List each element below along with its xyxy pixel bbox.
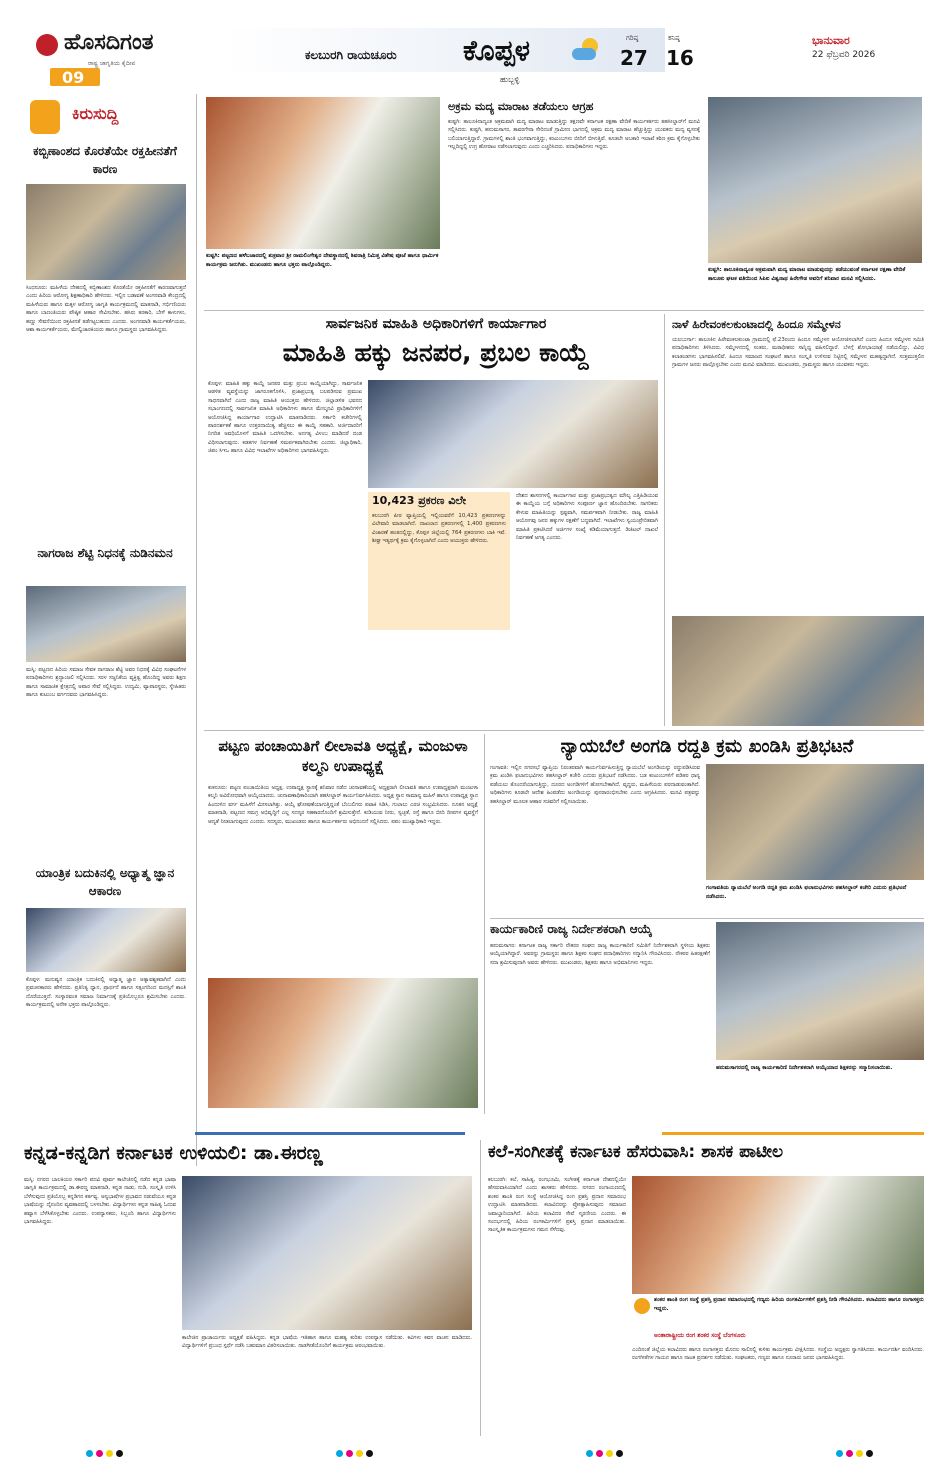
culture-credit: ಅಂತಾರಾಷ್ಟ್ರೀಯ ರಂಗ ಶಂಕರ ಸಂಸ್ಥೆ ಬೆಂಗಳೂರು xyxy=(654,1332,746,1339)
edition-name: ಹುಬ್ಬಳ್ಳಿ xyxy=(500,75,520,84)
director-caption: ಹನುಮಸಾಗರದಲ್ಲಿ ರಾಜ್ಯ ಕಾರ್ಯಕಾರಿಣಿ ನಿರ್ದೇಶಕರಾಗಿ ಆಯ್ಕೆಯಾದ ಶಿಕ್ಷಕರನ್ನು ಸನ್ಮಾನಿಸಲಾಯಿತು. xyxy=(716,1065,893,1071)
liquor-story-body: ಕುಷ್ಟಗಿ: ತಾಲೂಕಿನಾದ್ಯಂತ ಅಕ್ರಮವಾಗಿ ಮದ್ಯ ಮಾರಾಟ ಮಾಡುತ್ತಿದ್ದು ತಕ್ಷಣವೇ ಕರ್ನಾಟಕ ರಕ್ಷಣಾ ವೇದಿಕೆ ಕಾರ್ಯಕರ್ತರು ತಹಸೀಲ್ದಾರ್‌ಗೆ ಮನವಿ ಸಲ್ಲಿಸಿದರು. ಕುಷ್ಟಗಿ, ಹನುಮಸಾಗರ, ತಾವರಗೇರಾ ಸೇರಿದಂತೆ ಗ್ರಾಮೀಣ ಭಾಗದಲ್ಲಿ ಅಕ್ರಮ ಮದ್ಯ ಮಾರಾಟ ಹೆಚ್ಚುತ್ತಿದ್ದು ಯುವಕರು ಮದ್ಯ ವ್ಯಸನಕ್ಕೆ ಬಲಿಯಾಗುತ್ತಿದ್ದಾರೆ. ಗ್ರಾಮಗಳಲ್ಲಿ ಶಾಂತಿ ಭಂಗವಾಗುತ್ತಿದ್ದು, ಕುಟುಂಬಗಳು ಬೀದಿಗೆ ಬೀಳುತ್ತಿವೆ. ಕೂಡಲೇ ಅಬಕಾರಿ ಇಲಾಖೆ ಕಠಿಣ ಕ್ರಮ ಕೈಗೊಳ್ಳಬೇಕು ಇಲ್ಲದಿದ್ದಲ್ಲಿ ಉಗ್ರ ಹೋರಾಟ ನಡೆಸಲಾಗುವುದು ಎಂದು ಎಚ್ಚರಿಸಿದರು. ಪದಾಧಿಕಾರಿಗಳು ಇದ್ದರು. xyxy=(448,119,700,151)
sidebar-briefs xyxy=(22,94,190,1166)
kannada-event-photo xyxy=(182,1176,472,1330)
brief-1-photo xyxy=(26,184,186,280)
min-temp: 16 xyxy=(666,46,694,70)
region-names: ಕಲಬುರಗಿ ರಾಯಚೂರು xyxy=(305,48,397,62)
brief-3-body: ಕೊಪ್ಪಳ: ಮನುಷ್ಯನ ಯಾಂತ್ರಿಕ ಬದುಕಿನಲ್ಲಿ ಅಧ್ಯಾತ್ಮ ಜ್ಞಾನ ಅತ್ಯಾವಶ್ಯಕವಾಗಿದೆ ಎಂದು ಪ್ರವಚನಕಾರರು ಹೇಳಿದರು. ಪ್ರತಿನಿತ್ಯ ಧ್ಯಾನ, ಪ್ರಾರ್ಥನೆ ಹಾಗೂ ಸತ್ಸಂಗದಿಂದ ಮನಸ್ಸಿಗೆ ಶಾಂತಿ ದೊರೆಯುತ್ತದೆ. ಸಂಸ್ಕಾರವಂತ ಸಮಾಜ ನಿರ್ಮಾಣಕ್ಕೆ ಪ್ರತಿಯೊಬ್ಬರೂ ಶ್ರಮಿಸಬೇಕು ಎಂದರು. ಕಾರ್ಯಕ್ರಮದಲ್ಲಿ ಅನೇಕ ಭಕ್ತರು ಪಾಲ್ಗೊಂಡಿದ್ದರು. xyxy=(26,977,186,1009)
panchayat-photo xyxy=(208,978,478,1108)
hindu-body: ಯಲಬುರ್ಗಾ: ತಾಲೂಕಿನ ಹಿರೇವಂಕಲಕುಂಟಾ ಗ್ರಾಮದಲ್ಲಿ ಫೆ.23ರಂದು ಹಿಂದೂ ಸಮ್ಮೇಳನ ಆಯೋಜಿಸಲಾಗಿದೆ ಎಂದು ಹಿಂದೂ ಸಮ್ಮೇಳನ ಸಮಿತಿ ಪದಾಧಿಕಾರಿಗಳು ತಿಳಿಸಿದರು. ಸಮ್ಮೇಳನದಲ್ಲಿ ಸಂತರು, ಮಠಾಧೀಶರು ಸಾನ್ನಿಧ್ಯ ವಹಿಸಲಿದ್ದಾರೆ. ಬೆಳಗ್ಗೆ ಶೋಭಾಯಾತ್ರೆ ನಡೆಯಲಿದ್ದು, ವಿವಿಧ ಕಲಾತಂಡಗಳು ಭಾಗವಹಿಸಲಿವೆ. ಹಿಂದೂ ಸಮಾಜದ ಸಂಘಟನೆ ಹಾಗೂ ಸಂಸ್ಕೃತಿ ಉಳಿಸುವ ನಿಟ್ಟಿನಲ್ಲಿ ಸಮ್ಮೇಳನ ಮಹತ್ವದ್ದಾಗಿದೆ. ಸುತ್ತಮುತ್ತಲಿನ ಗ್ರಾಮಗಳ ಜನರು ಪಾಲ್ಗೊಳ್ಳಬೇಕು ಎಂದು ಮನವಿ ಮಾಡಿದರು. ಮುಖಂಡರು, ಗ್ರಾಮಸ್ಥರು ಹಾಗೂ ಯುವಕರು ಇದ್ದರು. xyxy=(672,337,924,369)
city-name: ಕೊಪ್ಪಳ xyxy=(463,34,530,67)
logo-block xyxy=(30,28,222,86)
brief-3-photo xyxy=(26,908,186,972)
temple-photo-caption: ಕುಷ್ಟಗಿ: ಪಟ್ಟಣದ ಹಳೆಬಜಾರದಲ್ಲಿ ಶುಕ್ರವಾರ ಶ್ರೀ ರಾಮಲಿಂಗೇಶ್ವರ ದೇವಸ್ಥಾನದಲ್ಲಿ ಶಿವರಾತ್ರಿ ನಿಮಿತ್ತ ವಿಶೇಷ ಪೂಜೆ ಹಾಗೂ ಧಾರ್ಮಿಕ ಕಾರ್ಯಕ್ರಮ ಜರುಗಿತು. ಮುಖಂಡರು ಹಾಗೂ ಭಕ್ತರು ಪಾಲ್ಗೊಂಡಿದ್ದರು. xyxy=(206,253,439,268)
ration-headline: ನ್ಯಾಯಬೆಲೆ ಅಂಗಡಿ ರದ್ದತಿ ಕ್ರಮ ಖಂಡಿಸಿ ಪ್ರತಿಭಟನೆ xyxy=(560,736,854,757)
rti-divider xyxy=(664,314,665,726)
liquor-story-title: ಅಕ್ರಮ ಮದ್ಯ ಮಾರಾಟ ತಡೆಯಲು ಆಗ್ರಹ xyxy=(448,100,594,113)
ration-rule xyxy=(490,918,924,919)
rti-body-2: ದೇಶದ ಶಾಸನಗಳಲ್ಲಿ ಕಾರ್ಯಾಗಾರ ಮತ್ತು ಪ್ರಜಾಪ್ರಭುತ್ವದ ಮೌಲ್ಯ ಎತ್ತಿಹಿಡಿಯುವ ಈ ಕಾಯ್ದೆಯ ಬಗ್ಗೆ ಅಧಿಕಾರಿಗಳು ಸಂಪೂರ್ಣ ಜ್ಞಾನ ಹೊಂದಿರಬೇಕು. ನಾಗರಿಕರು ಕೇಳುವ ಮಾಹಿತಿಯನ್ನು ಸ್ಪಷ್ಟವಾಗಿ, ಸಮರ್ಪಕವಾಗಿ ನೀಡಬೇಕು. ರಾಜ್ಯ ಮಾಹಿತಿ ಆಯೋಗವು ಜನರ ಹಕ್ಕುಗಳ ರಕ್ಷಣೆಗೆ ಬದ್ಧವಾಗಿದೆ. ಇಲಾಖೆಗಳು ಸ್ವಯಂಪ್ರೇರಿತವಾಗಿ ಮಾಹಿತಿ ಪ್ರಕಟಿಸಿದರೆ ಅರ್ಜಿಗಳ ಸಂಖ್ಯೆ ಕಡಿಮೆಯಾಗುತ್ತದೆ. ಡಿಜಿಟಲ್ ದಾಖಲೆ ನಿರ್ವಹಣೆ ಅಗತ್ಯ ಎಂದರು. xyxy=(516,493,658,542)
protest-memo-caption: ಕುಷ್ಟಗಿ: ತಾಲೂಕಿನಾದ್ಯಂತ ಅಕ್ರಮವಾಗಿ ಮದ್ಯ ಮಾರಾಟ ಮಾಡುವುದನ್ನು ತಡೆಯುವಂತೆ ಕರ್ನಾಟಕ ರಕ್ಷಣಾ ವೇದಿಕೆ ತಾಲೂಕು ಘಟಕ ವತಿಯಿಂದ ಸಿಪಿಐ ವಿಶ್ವನಾಥ ಹಿರೇಗೌಡ ಅವರಿಗೆ ಶನಿವಾರ ಮನವಿ ಸಲ್ಲಿಸಿದರು. xyxy=(708,267,906,282)
sidebar-divider xyxy=(196,94,197,1166)
weather-icon xyxy=(572,38,598,64)
panchayat-body: ಕುಕನೂರು: ಪಟ್ಟಣ ಪಂಚಾಯಿತಿಯ ಅಧ್ಯಕ್ಷ, ಉಪಾಧ್ಯಕ್ಷ ಸ್ಥಾನಕ್ಕೆ ಶನಿವಾರ ನಡೆದ ಚುನಾವಣೆಯಲ್ಲಿ ಅಧ್ಯಕ್ಷರಾಗಿ ಲೀಲಾವತಿ ಹಾಗೂ ಉಪಾಧ್ಯಕ್ಷರಾಗಿ ಮಂಜುಳಾ ಕಲ್ಮನಿ ಅವಿರೋಧವಾಗಿ ಆಯ್ಕೆಯಾದರು. ಚುನಾವಣಾಧಿಕಾರಿಯಾಗಿ ತಹಸೀಲ್ದಾರ್ ಕಾರ್ಯನಿರ್ವಹಿಸಿದರು. ಅಧ್ಯಕ್ಷ ಸ್ಥಾನ ಸಾಮಾನ್ಯ ಮಹಿಳೆ ಹಾಗೂ ಉಪಾಧ್ಯಕ್ಷ ಸ್ಥಾನ ಹಿಂದುಳಿದ ವರ್ಗ ಮಹಿಳೆಗೆ ಮೀಸಲಾಗಿತ್ತು. ಆಯ್ಕೆ ಘೋಷಣೆಯಾಗುತ್ತಿದ್ದಂತೆ ಬೆಂಬಲಿಗರು ಪಟಾಕಿ ಸಿಡಿಸಿ, ಗುಲಾಲು ಎರಚಿ ಸಂಭ್ರಮಿಸಿದರು. ನೂತನ ಅಧ್ಯಕ್ಷೆ ಮಾತನಾಡಿ, ಪಟ್ಟಣದ ಸಮಗ್ರ ಅಭಿವೃದ್ಧಿಗೆ ಎಲ್ಲ ಸದಸ್ಯರ ಸಹಕಾರದೊಂದಿಗೆ ಶ್ರಮಿಸುತ್ತೇನೆ. ಕುಡಿಯುವ ನೀರು, ಸ್ವಚ್ಛತೆ, ರಸ್ತೆ ಹಾಗೂ ಬೀದಿ ದೀಪಗಳ ವ್ಯವಸ್ಥೆಗೆ ಆದ್ಯತೆ ನೀಡಲಾಗುವುದು ಎಂದರು. ಸದಸ್ಯರು, ಮುಖಂಡರು ಹಾಗೂ ಕಾರ್ಯಕರ್ತರು ಅಭಿನಂದನೆ ಸಲ್ಲಿಸಿದರು. ಪಪಂ ಮುಖ್ಯಾಧಿಕಾರಿ ಇದ್ದರು. xyxy=(208,785,478,825)
ration-caption: ಗಂಗಾವತಿಯ ನ್ಯಾಯಬೆಲೆ ಅಂಗಡಿ ರದ್ದತಿ ಕ್ರಮ ಖಂಡಿಸಿ ಫಲಾನುಭವಿಗಳು ತಹಸೀಲ್ದಾರ್ ಕಚೇರಿ ಎದುರು ಪ್ರತಿಭಟನೆ ನಡೆಸಿದರು. xyxy=(706,885,907,900)
masthead-band xyxy=(225,28,665,72)
culture-headline: ಕಲೆ-ಸಂಗೀತಕ್ಕೆ ಕರ್ನಾಟಕ ಹೆಸರುವಾಸಿ: ಶಾಸಕ ಪಾಟೀಲ xyxy=(488,1142,783,1162)
registration-dots-4 xyxy=(836,1442,876,1461)
brief-1-title: ಕಬ್ಬಿಣಾಂಶದ ಕೊರತೆಯೇ ರಕ್ತಹೀನತೆಗೆ ಕಾರಣ xyxy=(33,144,177,176)
logo-emblem-icon xyxy=(36,34,58,56)
page-number: 09 xyxy=(62,68,85,87)
kannada-body-2: ಕಾಲೇಜಿನ ಪ್ರಾಚಾರ್ಯರು ಅಧ್ಯಕ್ಷತೆ ವಹಿಸಿದ್ದರು. ಕನ್ನಡ ಭಾಷೆಯ ಇತಿಹಾಸ ಹಾಗೂ ಮಹತ್ವ ಕುರಿತು ಉಪನ್ಯಾಸ ನಡೆಯಿತು. ಕವಿಗಳು ಕವನ ವಾಚನ ಮಾಡಿದರು. ವಿದ್ಯಾರ್ಥಿಗಳಿಗೆ ಪ್ರಬಂಧ ಸ್ಪರ್ಧೆ ನಡೆಸಿ ಬಹುಮಾನ ವಿತರಿಸಲಾಯಿತು. ನಾಡಗೀತೆಯೊಂದಿಗೆ ಕಾರ್ಯಕ್ರಮ ಆರಂಭವಾಯಿತು. xyxy=(182,1335,472,1350)
rti-stat-title: 10,423 ಪ್ರಕರಣ ವಿಲೇ xyxy=(372,494,467,507)
rti-stat-body: ಕಲಬುರಗಿ ಪೀಠ ವ್ಯಾಪ್ತಿಯಲ್ಲಿ ಇಲ್ಲಿಯವರೆಗೆ 10,423 ಪ್ರಕರಣಗಳನ್ನು ವಿಲೇವಾರಿ ಮಾಡಲಾಗಿದೆ. ದಾಖಲಾದ ಪ್ರಕರಣಗಳಲ್ಲಿ 1,400 ಪ್ರಕರಣಗಳು ವಿಚಾರಣೆ ಹಂತದಲ್ಲಿದ್ದು, ಕೊಪ್ಪಳ ಜಿಲ್ಲೆಯಲ್ಲಿ 764 ಪ್ರಕರಣಗಳು ಬಾಕಿ ಇವೆ. ಶೀಘ್ರ ಇತ್ಯರ್ಥಕ್ಕೆ ಕ್ರಮ ಕೈಗೊಳ್ಳಲಾಗಿದೆ ಎಂದು ಆಯುಕ್ತರು ಹೇಳಿದರು. xyxy=(372,513,506,545)
brief-2-body: ಮಸ್ಕಿ: ಪಟ್ಟಣದ ಹಿರಿಯ ಸಮಾಜ ಸೇವಕ ನಾಗರಾಜ ಶೆಟ್ಟಿ ಅವರ ನಿಧನಕ್ಕೆ ವಿವಿಧ ಸಂಘಟನೆಗಳ ಪದಾಧಿಕಾರಿಗಳು ಶ್ರದ್ಧಾಂಜಲಿ ಸಲ್ಲಿಸಿದರು. ಸರಳ ಸಜ್ಜನಿಕೆಯ ವ್ಯಕ್ತಿತ್ವ ಹೊಂದಿದ್ದ ಅವರು ಶಿಕ್ಷಣ ಹಾಗೂ ಸಾಮಾಜಿಕ ಕ್ಷೇತ್ರದಲ್ಲಿ ಅಪಾರ ಸೇವೆ ಸಲ್ಲಿಸಿದ್ದರು. ಉದ್ಯಮಿ, ವ್ಯಾಪಾರಸ್ಥರು, ಸ್ನೇಹಿತರು ಹಾಗೂ ಕುಟುಂಬ ವರ್ಗದವರು ಭಾಗವಹಿಸಿದ್ದರು. xyxy=(26,667,186,699)
rti-workshop-photo xyxy=(368,380,658,488)
ration-body: ಗಂಗಾವತಿ: ಇಲ್ಲಿನ ನಗರಸಭೆ ವ್ಯಾಪ್ತಿಯ ನಿರಂತರವಾಗಿ ಕಾರ್ಯನಿರ್ವಹಿಸುತ್ತಿದ್ದ ನ್ಯಾಯಬೆಲೆ ಅಂಗಡಿಯನ್ನು ರದ್ದುಪಡಿಸಿರುವ ಕ್ರಮ ಖಂಡಿಸಿ ಫಲಾನುಭವಿಗಳು ತಹಸೀಲ್ದಾರ್ ಕಚೇರಿ ಎದುರು ಪ್ರತಿಭಟನೆ ನಡೆಸಿದರು. ಬಡ ಕುಟುಂಬಗಳಿಗೆ ಪಡಿತರ ಧಾನ್ಯ ಪಡೆಯಲು ತೊಂದರೆಯಾಗುತ್ತಿದ್ದು, ದೂರದ ಅಂಗಡಿಗಳಿಗೆ ಹೋಗಬೇಕಾಗಿದೆ. ವೃದ್ಧರು, ಮಹಿಳೆಯರು ಪರದಾಡುವಂತಾಗಿದೆ. ಅಧಿಕಾರಿಗಳು ಕೂಡಲೇ ಆದೇಶ ಹಿಂಪಡೆದು ಅಂಗಡಿಯನ್ನು ಪುನರಾರಂಭಿಸಬೇಕು ಎಂದು ಆಗ್ರಹಿಸಿದರು. ಮನವಿ ಪತ್ರವನ್ನು ತಹಸೀಲ್ದಾರ್ ಮೂಲಕ ಆಹಾರ ಸಚಿವರಿಗೆ ಸಲ್ಲಿಸಲಾಯಿತು. xyxy=(490,765,700,805)
logo-tagline: ರಾಷ್ಟ್ರ ಜಾಗೃತಿಯ ಕೈದೀಪ xyxy=(88,60,136,67)
briefs-brand: ಕಿರುಸುದ್ದಿ xyxy=(72,104,119,123)
brief-2-photo xyxy=(26,586,186,662)
rti-body: ಕೊಪ್ಪಳ: ಮಾಹಿತಿ ಹಕ್ಕು ಕಾಯ್ದೆ ಜನಪರ ಮತ್ತು ಪ್ರಬಲ ಕಾಯ್ದೆಯಾಗಿದ್ದು, ಸಾರ್ವಜನಿಕ ಆಡಳಿತ ವ್ಯವಸ್ಥೆಯನ್ನು ಜಾಗರೂಕಗೊಳಿಸಿ, ಪ್ರಜಾಪ್ರಭುತ್ವ ಬಲಪಡಿಸುವ ಪ್ರಮುಖ ಸಾಧನವಾಗಿದೆ ಎಂದು ರಾಜ್ಯ ಮಾಹಿತಿ ಆಯುಕ್ತರು ಹೇಳಿದರು. ಜಿಲ್ಲಾಡಳಿತ ಭವನದ ಸಭಾಂಗಣದಲ್ಲಿ ಸಾರ್ವಜನಿಕ ಮಾಹಿತಿ ಅಧಿಕಾರಿಗಳು ಹಾಗೂ ಮೇಲ್ಮನವಿ ಪ್ರಾಧಿಕಾರಿಗಳಿಗೆ ಆಯೋಜಿಸಿದ್ದ ಕಾರ್ಯಾಗಾರ ಉದ್ಘಾಟಿಸಿ ಮಾತನಾಡಿದರು. ಸರ್ಕಾರಿ ಕಚೇರಿಗಳಲ್ಲಿ ಪಾರದರ್ಶಕತೆ ಹಾಗೂ ಉತ್ತರದಾಯಿತ್ವ ಹೆಚ್ಚಿಸಲು ಈ ಕಾಯ್ದೆ ಸಹಕಾರಿ. ಅರ್ಜಿದಾರರಿಗೆ ನಿಗದಿತ ಅವಧಿಯೊಳಗೆ ಮಾಹಿತಿ ಒದಗಿಸಬೇಕು. ಅನಗತ್ಯ ವಿಳಂಬ ಮಾಡಿದರೆ ದಂಡ ವಿಧಿಸಲಾಗುವುದು. ಕಡತಗಳ ನಿರ್ವಹಣೆ ಸಮರ್ಪಕವಾಗಿರಬೇಕು ಎಂದರು. ಜಿಲ್ಲಾಧಿಕಾರಿ, ಜಿಪಂ ಸಿಇಒ ಹಾಗೂ ವಿವಿಧ ಇಲಾಖೆಗಳ ಅಧಿಕಾರಿಗಳು ಭಾಗವಹಿಸಿದ್ದರು. xyxy=(208,381,362,455)
issue-date: 22 ಫೆಬ್ರವರಿ 2026 xyxy=(812,50,876,60)
panchayat-divider xyxy=(484,734,485,1114)
mid-row-rule xyxy=(204,730,924,731)
logo-text: ಹೊಸದಿಗಂತ xyxy=(64,30,154,55)
director-body: ಹನುಮಸಾಗರ: ಕರ್ನಾಟಕ ರಾಜ್ಯ ಸರ್ಕಾರಿ ನೌಕರರ ಸಂಘದ ರಾಜ್ಯ ಕಾರ್ಯಕಾರಿಣಿ ಸಮಿತಿಗೆ ನಿರ್ದೇಶಕರಾಗಿ ಸ್ಥಳೀಯ ಶಿಕ್ಷಕರು ಆಯ್ಕೆಯಾಗಿದ್ದಾರೆ. ಅವರನ್ನು ಗ್ರಾಮಸ್ಥರು ಹಾಗೂ ಶಿಕ್ಷಕರ ಸಂಘದ ಪದಾಧಿಕಾರಿಗಳು ಸನ್ಮಾನಿಸಿ ಗೌರವಿಸಿದರು. ನೌಕರರ ಹಿತರಕ್ಷಣೆಗೆ ಸದಾ ಶ್ರಮಿಸುವುದಾಗಿ ಅವರು ಹೇಳಿದರು. ಮುಖಂಡರು, ಶಿಕ್ಷಕರು ಹಾಗೂ ಅಭಿಮಾನಿಗಳು ಇದ್ದರು. xyxy=(490,943,710,966)
issue-day: ಭಾನುವಾರ xyxy=(812,34,850,47)
bottom-rule-left xyxy=(195,1132,465,1135)
min-temp-label: ಕನಿಷ್ಠ xyxy=(668,34,680,42)
director-photo xyxy=(716,922,924,1060)
kannada-body: ಮಸ್ಕಿ: ನಗರದ ಬಾಲಕಿಯರ ಸರ್ಕಾರಿ ಪದವಿ ಪೂರ್ವ ಕಾಲೇಜಿನಲ್ಲಿ ನಡೆದ ಕನ್ನಡ ಭಾಷಾ ಜಾಗೃತಿ ಕಾರ್ಯಕ್ರಮದಲ್ಲಿ ಡಾ.ಈರಣ್ಣ ಮಾತನಾಡಿ, ಕನ್ನಡ ನಾಡು, ನುಡಿ, ಸಂಸ್ಕೃತಿ ಉಳಿಸಿ ಬೆಳೆಸುವುದು ಪ್ರತಿಯೊಬ್ಬ ಕನ್ನಡಿಗನ ಕರ್ತವ್ಯ. ಅನ್ಯಭಾಷೆಗಳ ಪ್ರಭಾವದ ನಡುವೆಯೂ ಕನ್ನಡ ಭಾಷೆಯನ್ನು ದೈನಂದಿನ ವ್ಯವಹಾರದಲ್ಲಿ ಬಳಸಬೇಕು. ವಿದ್ಯಾರ್ಥಿಗಳು ಕನ್ನಡ ಸಾಹಿತ್ಯ ಓದುವ ಹವ್ಯಾಸ ಬೆಳೆಸಿಕೊಳ್ಳಬೇಕು ಎಂದರು. ಉಪನ್ಯಾಸಕರು, ಸಿಬ್ಬಂದಿ ಹಾಗೂ ವಿದ್ಯಾರ್ಥಿಗಳು ಭಾಗವಹಿಸಿದ್ದರು. xyxy=(24,1177,176,1226)
hand-icon xyxy=(30,100,60,134)
max-temp: 27 xyxy=(620,46,648,70)
brief-1-body: ಸಿಂಧನೂರು: ಮಹಿಳೆಯ ದೇಹದಲ್ಲಿ ಕಬ್ಬಿಣಾಂಶದ ಕೊರತೆಯೇ ರಕ್ತಹೀನತೆಗೆ ಕಾರಣವಾಗುತ್ತದೆ ಎಂದು ಹಿರಿಯ ಆರೋಗ್ಯ ಶಿಕ್ಷಣಾಧಿಕಾರಿ ಹೇಳಿದರು. ಇಲ್ಲಿನ ಬಡಾವಣೆ ಅಂಗನವಾಡಿ ಕೇಂದ್ರದಲ್ಲಿ ಮಹಿಳೆಯರು ಹಾಗೂ ಮಕ್ಕಳ ಆರೋಗ್ಯ ಜಾಗೃತಿ ಕಾರ್ಯಕ್ರಮದಲ್ಲಿ ಮಾತನಾಡಿ, ಗರ್ಭಿಣಿಯರು ಹಾಗೂ ಬಾಣಂತಿಯರು ಪೌಷ್ಠಿಕ ಆಹಾರ ಸೇವಿಸಬೇಕು. ಹಸಿರು ತರಕಾರಿ, ಬೇಳೆ ಕಾಳುಗಳು, ಹಣ್ಣು ಸೇವನೆಯಿಂದ ರಕ್ತಹೀನತೆ ತಡೆಗಟ್ಟಬಹುದು ಎಂದರು. ಅಂಗನವಾಡಿ ಕಾರ್ಯಕರ್ತೆಯರು, ಆಶಾ ಕಾರ್ಯಕರ್ತೆಯರು, ಮೇಲ್ವಿಚಾರಕಿಯರು ಹಾಗೂ ಗ್ರಾಮಸ್ಥರು ಭಾಗವಹಿಸಿದ್ದರು. xyxy=(26,285,186,334)
rti-stat-box xyxy=(368,492,510,630)
award-photo-marker xyxy=(634,1298,650,1314)
kannada-headline: ಕನ್ನಡ-ಕನ್ನಡಿಗ ಕರ್ನಾಟಕ ಉಳಿಯಲಿ: ಡಾ.ಈರಣ್ಣ xyxy=(24,1142,323,1164)
registration-dots-2 xyxy=(336,1442,376,1461)
brief-3-title: ಯಾಂತ್ರಿಕ ಬದುಕಿನಲ್ಲಿ ಅಧ್ಯಾತ್ಮ ಜ್ಞಾನ ಆಕಾರಣ xyxy=(35,866,175,898)
registration-dots-3 xyxy=(586,1442,626,1461)
culture-body-2: ಎಂದಿನಂತೆ ಜಿಲ್ಲೆಯ ಕಲಾವಿದರು ಹಾಗೂ ರಂಗಾಸಕ್ತರು ಮೊದಲ ಸಾಲಿನಲ್ಲಿ ಕುಳಿತು ಕಾರ್ಯಕ್ರಮ ವೀಕ್ಷಿಸಿದರು. ಸಂಸ್ಥೆಯ ಅಧ್ಯಕ್ಷರು ಸ್ವಾಗತಿಸಿದರು. ಕಾರ್ಯದರ್ಶಿ ವಂದಿಸಿದರು. ರಂಗಗೀತೆಗಳ ಗಾಯನ ಹಾಗೂ ನಾಟಕ ಪ್ರದರ್ಶನ ನಡೆಯಿತು. ಸಂಘಟಕರು, ಗಣ್ಯರು ಹಾಗೂ ನೂರಾರು ಜನರು ಭಾಗವಹಿಸಿದ್ದರು. xyxy=(632,1347,924,1362)
director-headline: ಕಾರ್ಯಕಾರಿಣಿ ರಾಜ್ಯ ನಿರ್ದೇಶಕರಾಗಿ ಆಯ್ಕೆ xyxy=(490,922,653,936)
culture-award-photo xyxy=(632,1176,924,1294)
masthead xyxy=(0,0,945,92)
page-number-tab xyxy=(50,68,100,86)
culture-body: ಕಲಬುರಗಿ: ಕಲೆ, ಸಾಹಿತ್ಯ, ರಂಗಭೂಮಿ, ಸಂಗೀತಕ್ಕೆ ಕರ್ನಾಟಕ ದೇಶದಲ್ಲಿಯೇ ಹೆಸರುವಾಸಿಯಾಗಿದೆ ಎಂದು ಶಾಸಕರು ಹೇಳಿದರು. ನಗರದ ರಂಗಾಯಣದಲ್ಲಿ ಶಂಕರ ಶಾಂತಿ ರಂಗ ಸಂಸ್ಥೆ ಆಯೋಜಿಸಿದ್ದ ರಂಗ ಪ್ರಶಸ್ತಿ ಪ್ರದಾನ ಸಮಾರಂಭ ಉದ್ಘಾಟಿಸಿ ಮಾತನಾಡಿದರು. ಕಲಾವಿದರನ್ನು ಪ್ರೋತ್ಸಾಹಿಸುವುದು ಸಮಾಜದ ಜವಾಬ್ದಾರಿಯಾಗಿದೆ. ಹಿರಿಯ ಕಲಾವಿದರ ಸೇವೆ ಸ್ಮರಣೀಯ ಎಂದರು. ಈ ಸಂದರ್ಭದಲ್ಲಿ ಹಿರಿಯ ರಂಗಕರ್ಮಿಗಳಿಗೆ ಪ್ರಶಸ್ತಿ ಪ್ರದಾನ ಮಾಡಲಾಯಿತು. ಸಾಂಸ್ಕೃತಿಕ ಕಾರ್ಯಕ್ರಮಗಳು ಗಮನ ಸೆಳೆದವು. xyxy=(488,1177,626,1234)
max-temp-label: ಗರಿಷ್ಠ xyxy=(626,34,639,42)
briefs-header xyxy=(24,98,184,136)
temple-photo xyxy=(206,97,440,249)
bottom-rule-right xyxy=(662,1132,924,1135)
culture-photo-caption: ಶಂಕರ ಶಾಂತಿ ರಂಗ ಸಂಸ್ಥೆ ಪ್ರಶಸ್ತಿ ಪ್ರದಾನ ಸಮಾರಂಭದಲ್ಲಿ ಗಣ್ಯರು ಹಿರಿಯ ರಂಗಕರ್ಮಿಗಳಿಗೆ ಪ್ರಶಸ್ತಿ ನೀಡಿ ಗೌರವಿಸಿದರು. ಕಲಾವಿದರು ಹಾಗೂ ರಂಗಾಸಕ್ತರು ಇದ್ದರು. xyxy=(654,1297,924,1312)
rti-headline: ಮಾಹಿತಿ ಹಕ್ಕು ಜನಪರ, ಪ್ರಬಲ ಕಾಯ್ದೆ xyxy=(282,338,590,367)
hindu-title: ನಾಳೆ ಹಿರೇವಂಕಲಕುಂಟಾದಲ್ಲಿ ಹಿಂದೂ ಸಮ್ಮೇಳನ xyxy=(672,318,841,331)
hindu-meeting-photo xyxy=(672,616,924,726)
bottom-divider xyxy=(480,1140,481,1436)
ration-protest-photo xyxy=(706,764,924,880)
top-row-rule xyxy=(204,310,924,311)
brief-2-title: ನಾಗರಾಜ ಶೆಟ್ಟಿ ನಿಧನಕ್ಕೆ ನುಡಿನಮನ xyxy=(37,546,173,560)
protest-memo-photo xyxy=(708,97,922,263)
panchayat-headline: ಪಟ್ಟಣ ಪಂಚಾಯಿತಿಗೆ ಲೀಲಾವತಿ ಅಧ್ಯಕ್ಷೆ, ಮಂಜುಳಾ ಕಲ್ಮನಿ ಉಪಾಧ್ಯಕ್ಷೆ xyxy=(218,737,468,775)
registration-dots-1 xyxy=(86,1442,126,1461)
rti-kicker: ಸಾರ್ವಜನಿಕ ಮಾಹಿತಿ ಅಧಿಕಾರಿಗಳಿಗೆ ಕಾರ್ಯಾಗಾರ xyxy=(325,316,547,332)
